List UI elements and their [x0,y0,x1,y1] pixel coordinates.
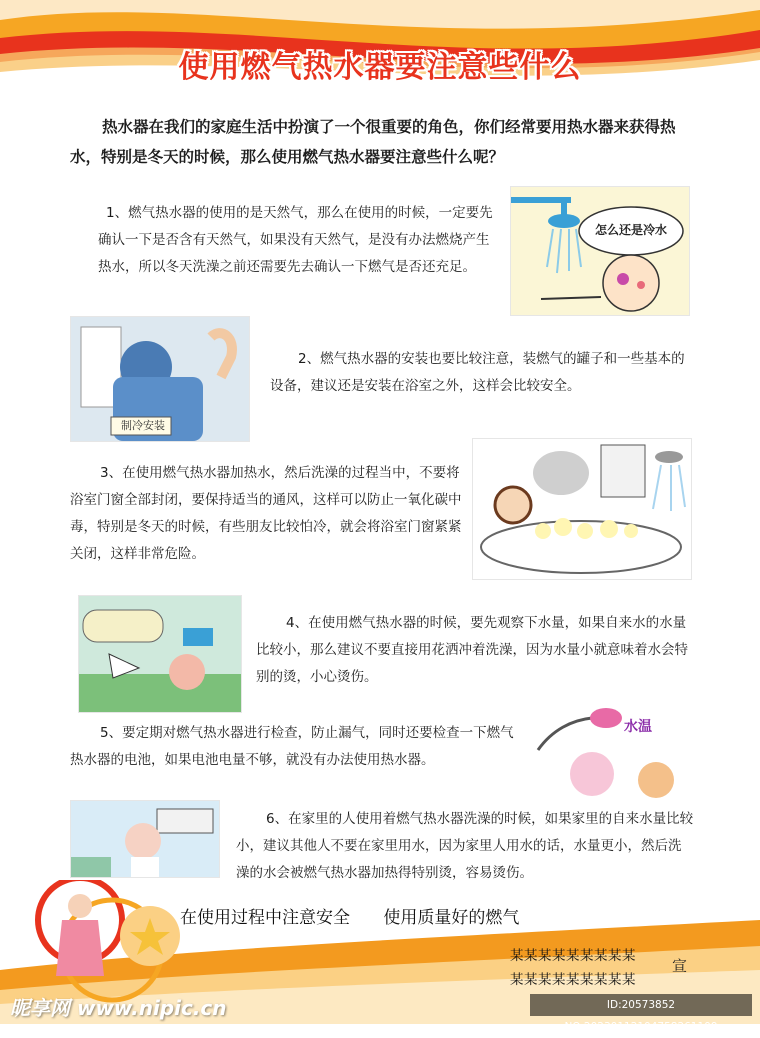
signer-line-2: 某某某某某某某某某 [510,972,636,988]
installer-badge: 制冷安装 [121,419,165,432]
watermark-id: ID:20573852 NO:20230112104758261109 [530,994,752,1016]
slogan-right: 使用质量好的燃气 [383,908,520,928]
section-4-text: 4、在使用燃气热水器的时候，要先观察下水量，如果自来水的水量比较小，那么建议不要直接用花洒冲着洗澡，因为水量小就意味着水会特别的烫，小心烫伤。 [256,615,688,685]
slogan [180,903,547,928]
intro-paragraph: 热水器在我们的家庭生活中扮演了一个很重要的角色，你们经常要用热水器来获得热水，特别是冬天的时候，那么使用燃气热水器要注意些什么呢？ [70,118,676,166]
section-6-text: 6、在家里的人使用着燃气热水器洗澡的时候，如果家里的自来水量比较小，建议其他人不要在家里用水，因为家里人用水的话，水量更小，然后洗澡的水会被燃气热水器加热得特别烫，容易烫伤。 [236,811,694,881]
bath-gas-illustration [472,438,692,580]
speech-bubble-text: 怎么还是冷水 [594,223,667,237]
water-temp-illustration [532,700,692,800]
water-temp-label: 水温 [624,719,652,735]
section-1-text: 1、燃气热水器的使用的是天然气，那么在使用的时候，一定要先确认一下是否含有天然气，如果没有天然气，是没有办法燃烧产生热水，所以冬天洗澡之前还需要先去确认一下燃气是否还充足。 [98,205,493,275]
section-5-text: 5、要定期对燃气热水器进行检查，防止漏气，同时还要检查一下燃气热水器的电池，如果电池电量不够，就没有办法使用热水器。 [70,725,514,768]
child-shower-illustration [78,595,242,713]
section-3-text: 3、在使用燃气热水器加热水，然后洗澡的过程当中，不要将浴室门窗全部封闭，要保持适当的通风，这样可以防止一氧化碳中毒，特别是冬天的时候，有些朋友比较怕冷，就会将浴室门窗紧紧关闭，这样非常危险。 [70,465,462,562]
cold-shower-illustration [510,186,690,316]
section-2-text: 2、燃气热水器的安装也要比较注意，装燃气的罐子和一些基本的设备，建议还是安装在浴室之外，这样会比较安全。 [270,351,685,394]
shower-kid-illustration [70,800,220,878]
signer-suffix: 宣 [672,957,688,975]
installer-illustration [70,316,250,442]
signer-line-1: 某某某某某某某某某 [510,948,636,964]
slogan-left: 在使用过程中注意安全 [180,908,350,928]
watermark-brand: 昵享网 www.nipic.cn [10,996,227,1020]
page-title: 使用燃气热水器要注意些什么 [178,50,582,85]
